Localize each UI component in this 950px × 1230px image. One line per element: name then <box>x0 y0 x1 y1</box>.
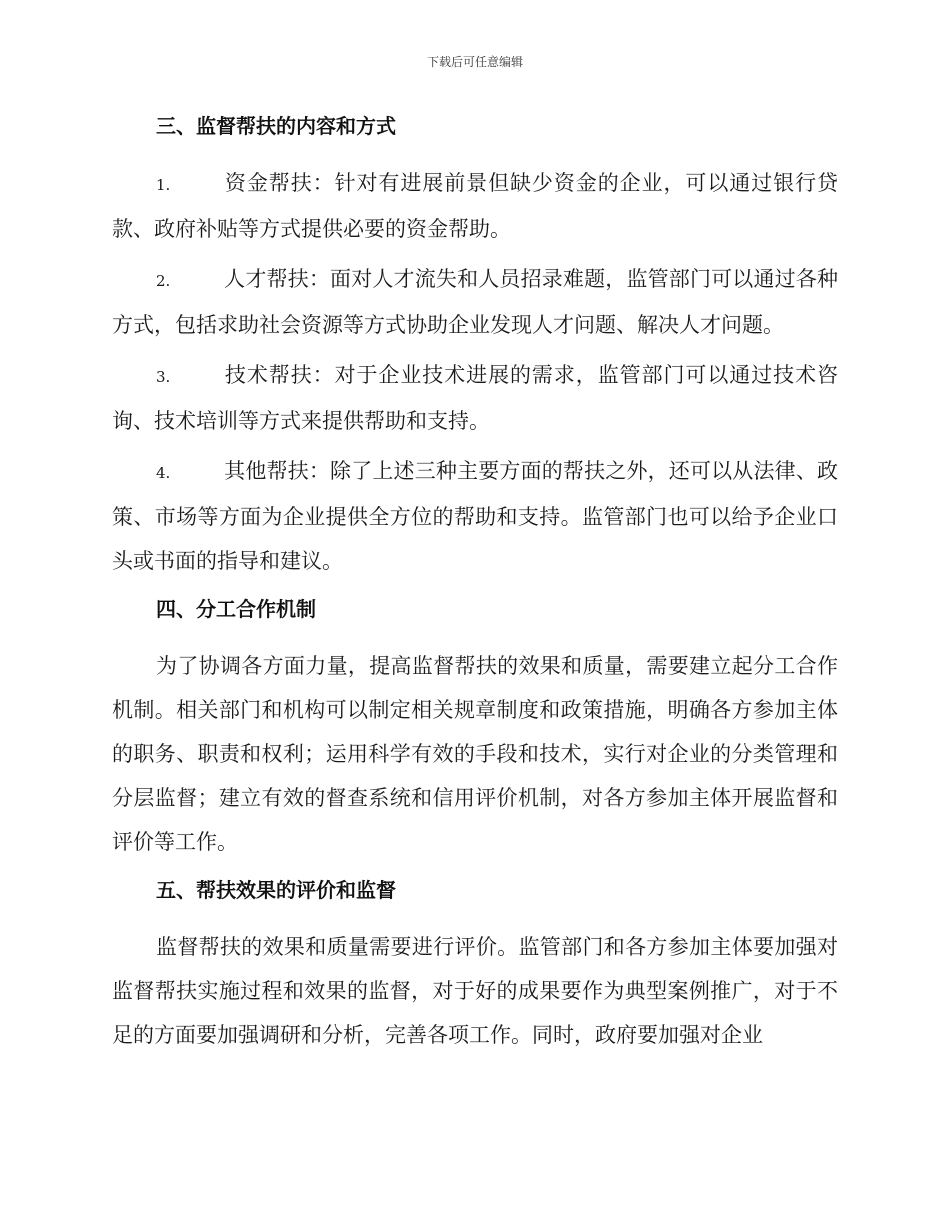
section-heading-4: 四、分工合作机制 <box>156 597 316 621</box>
body-paragraph: 为了协调各方面力量，提高监督帮扶的效果和质量，需要建立起分工合作机制。相关部门和机构可以制定相关规章制度和政策措施，明确各方参加主体的职务、职责和权利；运用科学有效的手段和技术，实行对企业的分类管理和分层监督；建立有效的督查系统和信用评价机制，对各方参加主体开展监督和评价等工作。 <box>112 654 838 854</box>
body-paragraph: 监督帮扶的效果和质量需要进行评价。监管部门和各方参加主体要加强对监督帮扶实施过程和效果的监督，对于好的成果要作为典型案例推广，对于不足的方面要加强调研和分析，完善各项工作。同时，政府要加强对企业 <box>112 935 838 1047</box>
list-item-number: 2. <box>156 272 171 290</box>
list-item-text: 其他帮扶：除了上述三种主要方面的帮扶之外，还可以从法律、政策、市场等方面为企业提供全方位的帮助和支持。监管部门也可以给予企业口头或书面的指导和建议。 <box>112 459 838 573</box>
list-item <box>112 353 838 443</box>
list-item <box>112 449 838 583</box>
list-item-text: 资金帮扶：针对有进展前景但缺少资金的企业，可以通过银行贷款、政府补贴等方式提供必要的资金帮助。 <box>112 171 838 241</box>
list-item-number: 1. <box>156 176 171 194</box>
list-item-number: 4. <box>156 464 171 482</box>
section-heading-5: 五、帮扶效果的评价和监督 <box>156 878 396 902</box>
document-body <box>112 106 838 1063</box>
section-heading-3: 三、监督帮扶的内容和方式 <box>156 114 396 138</box>
list-item <box>112 161 838 251</box>
page-header: 下载后可任意编辑 <box>426 55 523 69</box>
list-item-text: 人才帮扶：面对人才流失和人员招录难题，监管部门可以通过各种方式，包括求助社会资源等方式协助企业发现人才问题、解决人才问题。 <box>112 267 838 337</box>
list-item <box>112 257 838 347</box>
list-item-number: 3. <box>156 368 171 386</box>
list-item-text: 技术帮扶：对于企业技术进展的需求，监管部门可以通过技术咨询、技术培训等方式来提供帮助和支持。 <box>112 363 838 433</box>
